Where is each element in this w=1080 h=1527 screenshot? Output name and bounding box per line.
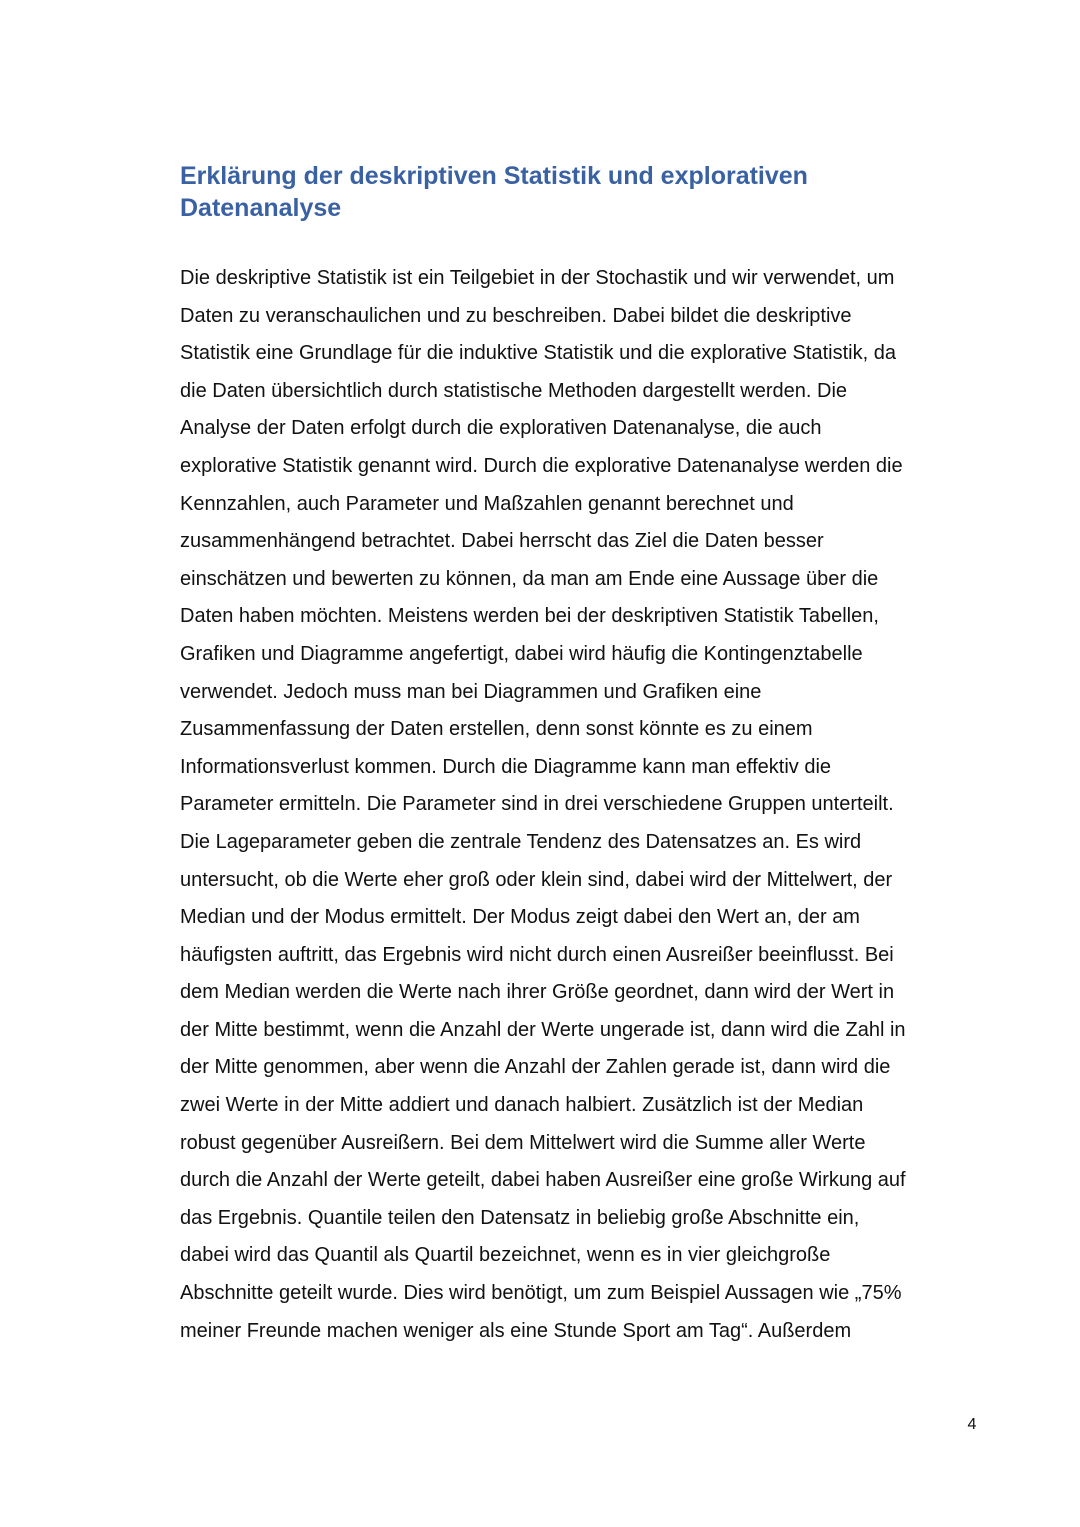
- paragraph-line: verwendet. Jedoch muss man bei Diagrammen und Grafiken eine: [180, 680, 762, 703]
- body-paragraph: [180, 260, 1000, 1350]
- paragraph-line: der Mitte bestimmt, wenn die Anzahl der Werte ungerade ist, dann wird die Zahl in: [180, 1018, 906, 1041]
- paragraph-line: Informationsverlust kommen. Durch die Diagramme kann man effektiv die: [180, 755, 832, 778]
- paragraph-line: häufigsten auftritt, das Ergebnis wird nicht durch einen Ausreißer beeinflusst. Bei: [180, 943, 894, 966]
- paragraph-line: Daten zu veranschaulichen und zu beschreiben. Dabei bildet die deskriptive: [180, 304, 852, 327]
- paragraph-line: Zusammenfassung der Daten erstellen, denn sonst könnte es zu einem: [180, 718, 813, 741]
- paragraph-line: die Daten übersichtlich durch statistische Methoden dargestellt werden. Die: [180, 379, 848, 402]
- section-heading-line: Erklärung der deskriptiven Statistik und explorativen: [180, 162, 808, 190]
- paragraph-line: meiner Freunde machen weniger als eine Stunde Sport am Tag“. Außerdem: [180, 1319, 852, 1342]
- paragraph-line: Daten haben möchten. Meistens werden bei der deskriptiven Statistik Tabellen,: [180, 605, 879, 628]
- paragraph-line: explorative Statistik genannt wird. Durch die explorative Datenanalyse werden die: [180, 454, 903, 477]
- paragraph-line: Statistik eine Grundlage für die induktive Statistik und die explorative Statistik, da: [180, 342, 896, 365]
- paragraph-line: dabei wird das Quantil als Quartil bezeichnet, wenn es in vier gleichgroße: [180, 1244, 831, 1267]
- paragraph-line: Grafiken und Diagramme angefertigt, dabei wird häufig die Kontingenztabelle: [180, 642, 863, 665]
- paragraph-line: Die deskriptive Statistik ist ein Teilgebiet in der Stochastik und wir verwendet, um: [180, 267, 895, 289]
- paragraph-line: Abschnitte geteilt wurde. Dies wird benötigt, um zum Beispiel Aussagen wie „75%: [180, 1282, 902, 1305]
- section-heading-line: Datenanalyse: [180, 194, 342, 222]
- paragraph-line: robust gegenüber Ausreißern. Bei dem Mittelwert wird die Summe aller Werte: [180, 1131, 866, 1154]
- paragraph-line: der Mitte genommen, aber wenn die Anzahl der Zahlen gerade ist, dann wird die: [180, 1056, 891, 1079]
- paragraph-line: zusammenhängend betrachtet. Dabei herrscht das Ziel die Daten besser: [180, 530, 824, 553]
- paragraph-line: Median und der Modus ermittelt. Der Modus zeigt dabei den Wert an, der am: [180, 906, 860, 929]
- paragraph-line: durch die Anzahl der Werte geteilt, dabei haben Ausreißer eine große Wirkung auf: [180, 1169, 906, 1192]
- paragraph-line: einschätzen und bewerten zu können, da man am Ende eine Aussage über die: [180, 567, 879, 590]
- section-heading: [180, 160, 960, 224]
- paragraph-line: dem Median werden die Werte nach ihrer Größe geordnet, dann wird der Wert in: [180, 981, 895, 1004]
- paragraph-line: untersucht, ob die Werte eher groß oder klein sind, dabei wird der Mittelwert, der: [180, 868, 893, 891]
- paragraph-line: Analyse der Daten erfolgt durch die explorativen Datenanalyse, die auch: [180, 417, 822, 440]
- page-number: 4: [967, 1416, 977, 1433]
- paragraph-line: Parameter ermitteln. Die Parameter sind in drei verschiedene Gruppen unterteilt.: [180, 793, 894, 816]
- paragraph-line: Die Lageparameter geben die zentrale Tendenz des Datensatzes an. Es wird: [180, 830, 862, 853]
- paragraph-line: das Ergebnis. Quantile teilen den Datensatz in beliebig große Abschnitte ein,: [180, 1206, 860, 1229]
- paragraph-line: zwei Werte in der Mitte addiert und danach halbiert. Zusätzlich ist der Median: [180, 1094, 864, 1117]
- paragraph-line: Kennzahlen, auch Parameter und Maßzahlen genannt berechnet und: [180, 492, 794, 515]
